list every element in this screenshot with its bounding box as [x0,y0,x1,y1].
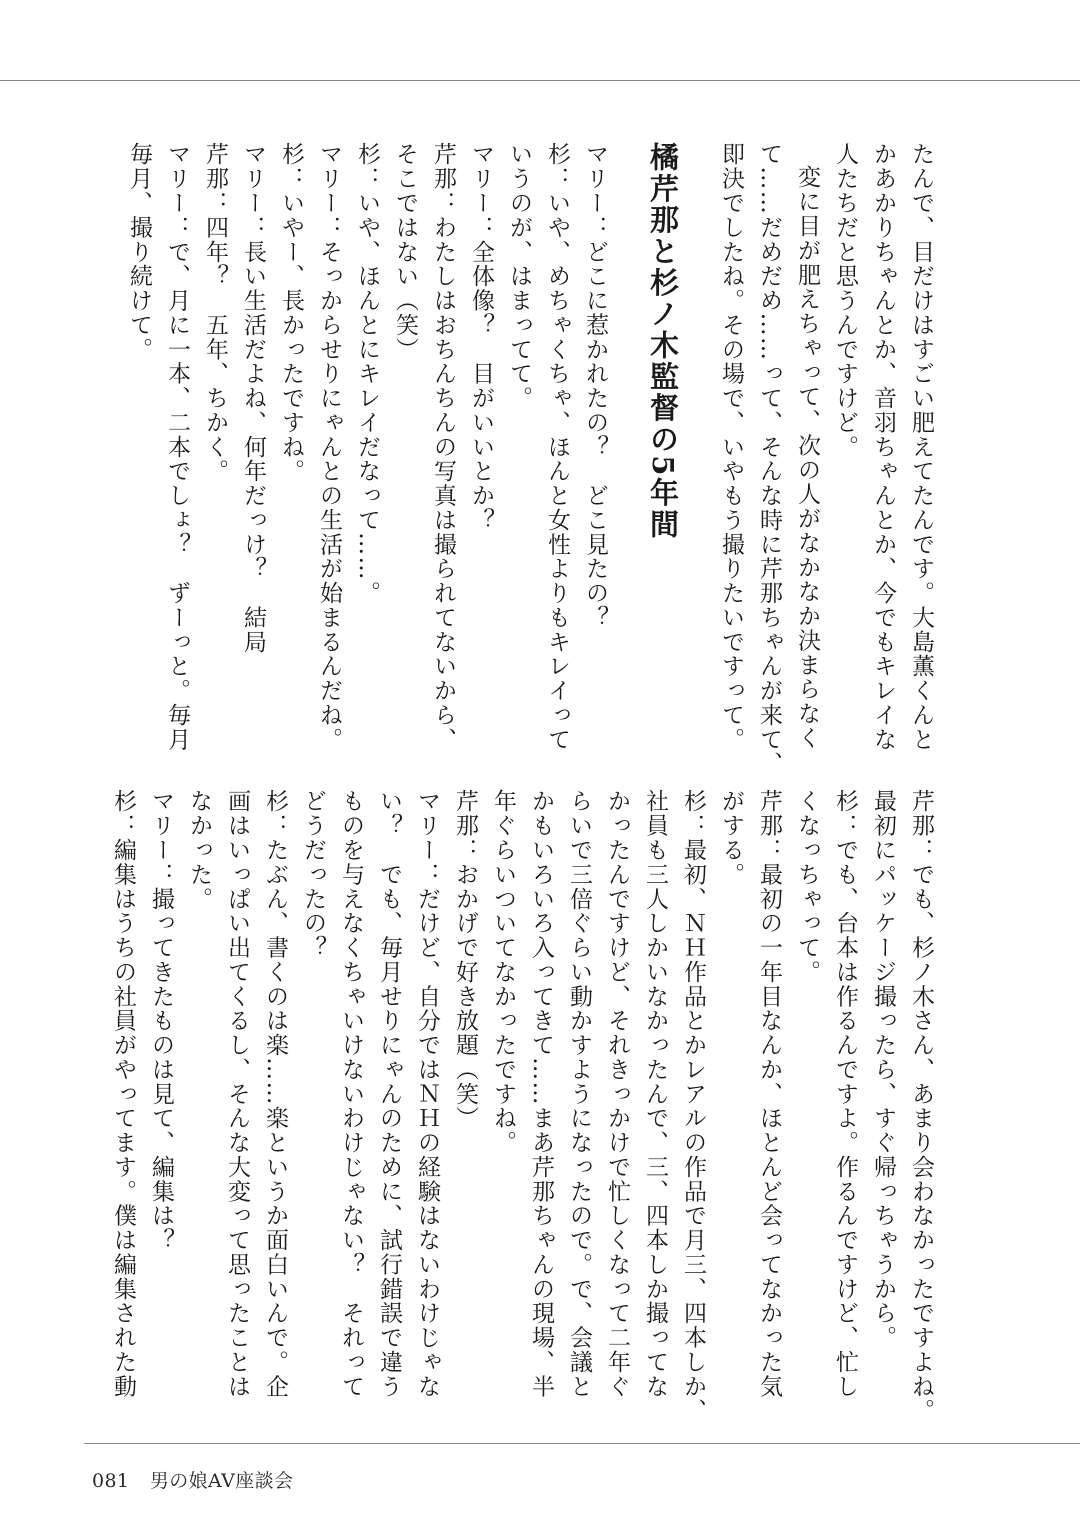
text-line: 杉：たぶん、書くのは楽……楽というか面白いんで。企 [262,789,288,1399]
page-number: 081 [92,1470,130,1492]
text-line: そこではない（笑） [392,142,418,362]
text-line: マリー：撮ってきたものは見て、編集は？ [148,789,174,1253]
text-line: 最初にパッケージ撮ったら、すぐ帰っちゃうから。 [870,789,896,1350]
text-line: 杉：いや、ほんとにキレイだなって……。 [354,142,380,606]
top-rule [0,80,1080,81]
text-line: マリー：長い生活だよね、何年だっけ？ 結局 [240,142,266,654]
text-line: 芹那：おかげで好き放題（笑） [452,789,478,1131]
text-line: なかった。 [186,789,212,911]
section-heading: 橘芹那と杉ノ木監督の5年間 [646,142,680,541]
text-line: い？ でも、毎月せりにゃんのために、試行錯誤で違う [376,789,402,1399]
text-line: 杉：最初、ＮＨ作品とかレアルの作品で月三、四本しか、 [680,789,706,1423]
text-line: たんで、目だけはすごい肥えてたんです。大島薫くんと [908,142,934,752]
page-footer [92,1466,293,1493]
lower-text-block [104,789,940,1423]
text-line: かあかりちゃんとか、音羽ちゃんとか、今でもキレイな [870,142,896,752]
text-line: 芹那：でも、杉ノ木さん、あまり会わなかったですよね。 [908,789,934,1423]
text-line: 芹那：最初の一年目なんか、ほとんど会ってなかった気 [756,789,782,1399]
text-line: 年ぐらいついてなかったですね。 [490,789,516,1155]
upper-text-block [120,142,940,776]
text-line: マリー：全体像？ 目がいいとか？ [468,142,494,533]
text-line: 芹那：四年？ 五年、ちかく。 [202,142,228,484]
text-line: て……だめだめ……って、そんな時に芹那ちゃんが来て、 [756,142,782,776]
text-line: くなっちゃって。 [794,789,820,985]
text-line: 杉：いや、めちゃくちゃ、ほんと女性よりもキレイって [544,142,570,752]
text-line: マリー：そっからせりにゃんとの生活が始まるんだね。 [316,142,342,752]
text-line: マリー：だけど、自分ではＮＨの経験はないわけじゃな [414,789,440,1399]
text-line: 即決でしたね。その場で、いやもう撮りたいですって。 [718,142,744,752]
text-line: 変に目が肥えちゃって、次の人がなかなか決まらなく [794,165,820,751]
text-line: 毎月、撮り続けて。 [126,142,152,362]
text-line: 芹那：わたしはおちんちんの写真は撮られてないから、 [430,142,456,752]
text-line: 人たちだと思うんですけど。 [832,142,858,459]
text-line: 杉：いやー、長かったですね。 [278,142,304,484]
text-line: マリー：で、月に一本、二本でしょ？ ずーっと。毎月 [164,142,190,752]
text-line: 社員も三人しかいなかったんで、三、四本しか撮ってな [642,789,668,1399]
text-line: かったんですけど、それきっかけで忙しくなって二年ぐ [604,789,630,1399]
running-title: 男の娘AV座談会 [149,1470,294,1492]
bottom-rule [84,1443,1080,1444]
text-line: がする。 [718,789,744,887]
text-line: かもいろいろ入ってきて……まあ芹那ちゃんの現場、半 [528,789,554,1399]
text-line: 杉：編集はうちの社員がやってます。僕は編集された動 [110,789,136,1399]
text-line: ものを与えなくちゃいけないわけじゃない？ それって [338,789,364,1399]
text-line: どうだったの？ [300,789,326,960]
text-line: マリー：どこに惹かれたの？ どこ見たの？ [582,142,608,630]
text-line: いうのが、はまってて。 [506,142,532,411]
text-line: 杉：でも、台本は作るんですよ。作るんですけど、忙し [832,789,858,1399]
text-line: 画はいっぱい出てくるし、そんな大変って思ったことは [224,789,250,1399]
text-line: らいで三倍ぐらい動かすようになったので。で、会議と [566,789,592,1399]
